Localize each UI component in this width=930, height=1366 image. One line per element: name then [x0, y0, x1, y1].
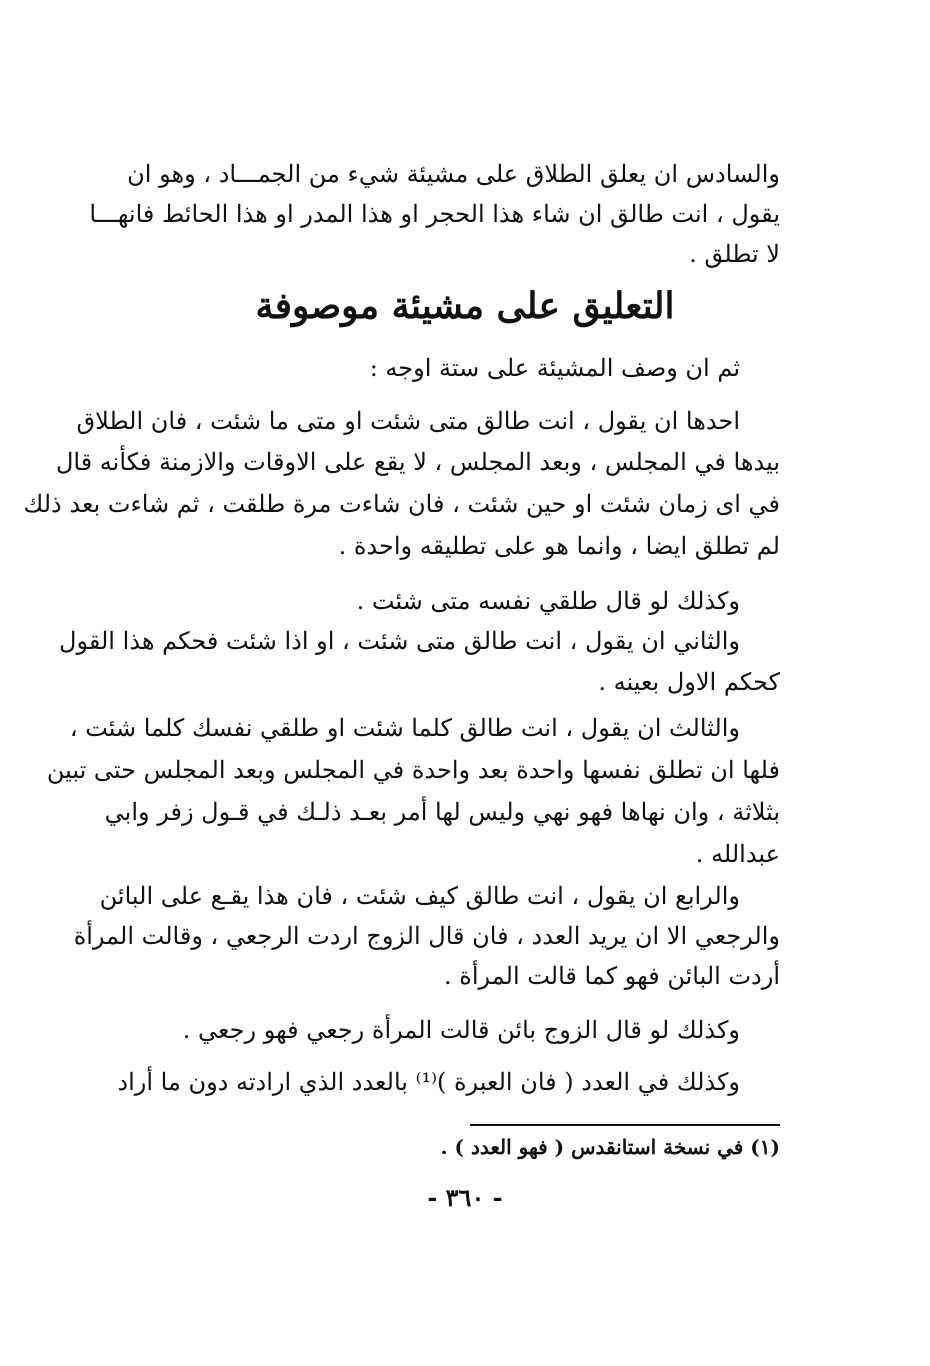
text-line: عبدالله . [695, 840, 780, 868]
text-line: في اى زمان شئت او حين شئت ، فان شاءت مرة طلقت ، ثم شاءت بعد ذلك [23, 490, 780, 518]
text-line: لا تطلق . [689, 240, 780, 268]
text-line: والسادس ان يعلق الطلاق على مشيئة شيء من الجمـــاد ، وهو ان [127, 160, 780, 188]
text-line: وكذلك لو قال طلقي نفسه متى شئت . [356, 587, 740, 615]
text-line: كحكم الاول بعينه . [598, 668, 780, 696]
text-line: والثاني ان يقول ، انت طالق متى شئت ، او اذا شئت فحكم هذا القول [59, 627, 740, 655]
text-line: والرابع ان يقول ، انت طالق كيف شئت ، فان هذا يقـع على البائن [99, 882, 740, 910]
text-line: احدها ان يقول ، انت طالق متى شئت او متى ما شئت ، فان الطلاق [76, 407, 740, 435]
section-heading: التعليق على مشيئة موصوفة [255, 285, 675, 327]
text-line: أردت البائن فهو كما قالت المرأة . [444, 962, 780, 990]
text-line: بيدها في المجلس ، وبعد المجلس ، لا يقع على الاوقات والازمنة فكأنه قال [55, 448, 780, 476]
footnote-separator [470, 1124, 780, 1126]
text-line: ثم ان وصف المشيئة على ستة اوجه : [369, 354, 740, 382]
footnote: (١) في نسخة استانقدس ( فهو العدد ) . [440, 1135, 780, 1159]
text-line: والثالث ان يقول ، انت طالق كلما شئت او طلقي نفسك كلما شئت ، [69, 714, 740, 742]
text-line: فلها ان تطلق نفسها واحدة بعد واحدة في المجلس وبعد المجلس حتى تبين [46, 756, 780, 784]
text-line: بثلاثة ، وان نهاها فهو نهي وليس لها أمر بعـد ذلـك في قـول زفر وابي [104, 798, 780, 826]
text-line: وكذلك لو قال الزوج بائن قالت المرأة رجعي فهو رجعي . [182, 1016, 740, 1044]
text-line: وكذلك في العدد ( فان العبرة )⁽¹⁾ بالعدد الذي ارادته دون ما أراد [117, 1068, 740, 1096]
text-line: والرجعي الا ان يريد العدد ، فان قال الزوج اردت الرجعي ، وقالت المرأة [73, 922, 780, 950]
text-line: لم تطلق ايضا ، وانما هو على تطليقه واحدة . [338, 532, 780, 560]
page-number: - ٣٦٠ - [427, 1183, 503, 1212]
text-line: يقول ، انت طالق ان شاء هذا الحجر او هذا المدر او هذا الحائط فانهـــا [89, 200, 780, 228]
